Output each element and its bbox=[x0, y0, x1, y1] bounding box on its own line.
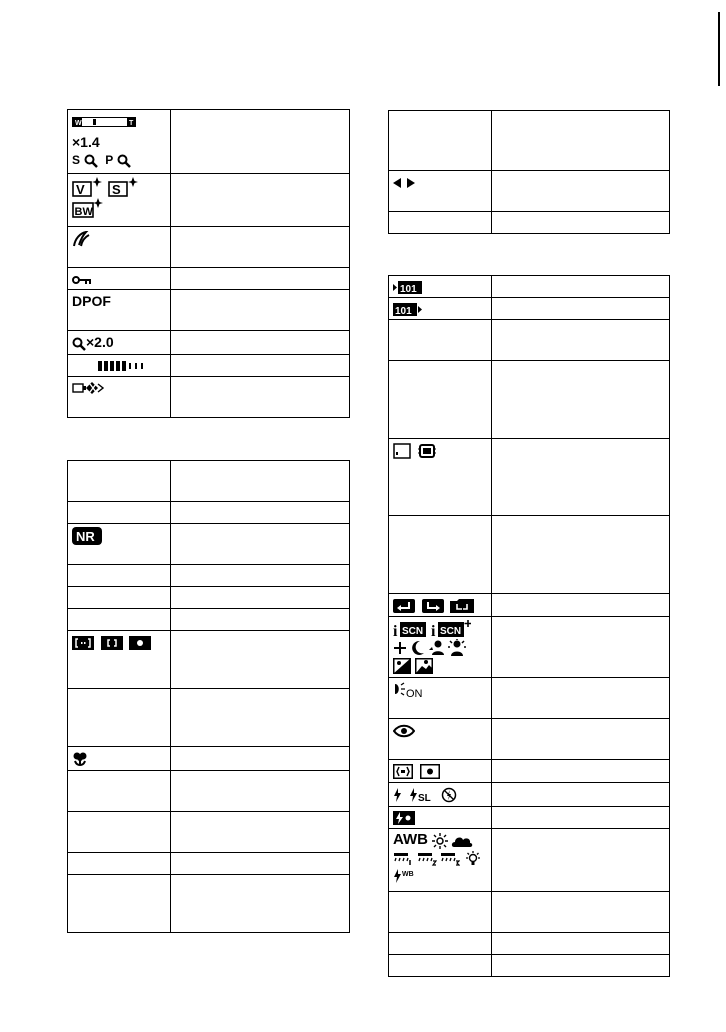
table-row bbox=[389, 829, 670, 892]
description-cell bbox=[171, 874, 350, 932]
description-cell bbox=[171, 689, 350, 747]
color-mode-icons bbox=[72, 177, 166, 197]
icon-cell bbox=[68, 852, 171, 874]
table-row bbox=[389, 439, 670, 516]
svg-text:ON: ON bbox=[406, 687, 423, 698]
icon-cell bbox=[389, 439, 492, 516]
dpof-label: DPOF bbox=[72, 293, 111, 309]
backlight-icon bbox=[393, 658, 411, 674]
intelligent-scene-icon bbox=[393, 620, 427, 638]
description-cell bbox=[492, 212, 670, 234]
icon-cell bbox=[68, 461, 171, 502]
table-row bbox=[389, 320, 670, 361]
backlight-portrait-icon bbox=[448, 639, 466, 657]
magnifier-icon bbox=[84, 154, 98, 168]
icon-cell bbox=[389, 111, 492, 171]
description-cell bbox=[492, 955, 670, 977]
icon-cell bbox=[68, 689, 171, 747]
icon-cell bbox=[68, 376, 171, 417]
description-cell bbox=[171, 811, 350, 852]
svg-text:V: V bbox=[76, 182, 85, 197]
svg-text:SCN: SCN bbox=[402, 625, 424, 637]
table-row bbox=[68, 331, 350, 355]
icon-cell bbox=[389, 783, 492, 807]
fluorescent-3-icon bbox=[440, 852, 460, 866]
icon-cell bbox=[68, 174, 171, 227]
white-balance-icons-row3 bbox=[393, 868, 487, 884]
icon-cell bbox=[68, 770, 171, 811]
red-eye-icon bbox=[393, 724, 415, 738]
slow-sync-flash-icon bbox=[409, 788, 435, 802]
table-row bbox=[68, 811, 350, 852]
description-cell bbox=[171, 461, 350, 502]
icon-cell bbox=[389, 516, 492, 594]
icon-cell bbox=[389, 806, 492, 829]
table-row bbox=[389, 892, 670, 933]
table-row bbox=[68, 587, 350, 609]
icon-cell bbox=[68, 565, 171, 587]
description-cell bbox=[171, 290, 350, 331]
folder-number-icon bbox=[393, 281, 423, 294]
spot-af-icon bbox=[129, 636, 151, 650]
description-cell bbox=[492, 320, 670, 361]
white-balance-icons-row2 bbox=[393, 850, 487, 867]
table-row bbox=[389, 111, 670, 171]
memory-card-icon bbox=[393, 443, 411, 459]
description-cell bbox=[492, 439, 670, 516]
sepia-mode-icon bbox=[108, 177, 140, 197]
description-cell bbox=[492, 594, 670, 617]
description-cell bbox=[492, 111, 670, 171]
night-moon-icon bbox=[411, 640, 425, 656]
table-row bbox=[68, 689, 350, 747]
svg-text:W: W bbox=[75, 119, 82, 127]
svg-text:BW: BW bbox=[74, 206, 93, 218]
table-row bbox=[389, 171, 670, 212]
page-edge-line bbox=[718, 12, 720, 86]
description-cell bbox=[171, 524, 350, 565]
table-row bbox=[389, 516, 670, 594]
magnifier-icon bbox=[72, 337, 86, 351]
table-row bbox=[68, 874, 350, 932]
icon-cell bbox=[389, 276, 492, 298]
table-row bbox=[389, 933, 670, 955]
icon-cell bbox=[389, 361, 492, 439]
table-row bbox=[389, 806, 670, 829]
macro-flower-icon bbox=[72, 751, 88, 767]
icon-cell bbox=[68, 631, 171, 689]
description-cell bbox=[171, 110, 350, 174]
icon-cell bbox=[389, 616, 492, 678]
plus-icon bbox=[393, 641, 407, 655]
svg-text:i: i bbox=[393, 622, 398, 638]
table-row bbox=[68, 770, 350, 811]
icon-cell bbox=[389, 719, 492, 760]
description-cell bbox=[492, 516, 670, 594]
svg-text:101: 101 bbox=[395, 306, 412, 317]
right-icon-table-1 bbox=[388, 110, 670, 234]
svg-text:SCN: SCN bbox=[439, 625, 461, 637]
fluorescent-1-icon bbox=[393, 852, 413, 866]
table-row bbox=[389, 212, 670, 234]
smart-precision-zoom bbox=[72, 152, 166, 168]
description-cell bbox=[492, 806, 670, 829]
icon-cell bbox=[68, 290, 171, 331]
icon-cell bbox=[68, 747, 171, 771]
svg-text:S: S bbox=[111, 182, 121, 197]
folder-arrows-icon bbox=[450, 599, 474, 613]
table-row bbox=[389, 678, 670, 719]
table-row bbox=[389, 955, 670, 977]
description-cell bbox=[171, 609, 350, 631]
icon-cell bbox=[68, 110, 171, 174]
svg-text:NR: NR bbox=[76, 529, 95, 544]
description-cell bbox=[492, 171, 670, 212]
svg-text:WB: WB bbox=[402, 871, 414, 879]
folder-number-icon bbox=[393, 303, 423, 316]
description-cell bbox=[492, 829, 670, 892]
awb-label: AWB bbox=[393, 831, 428, 849]
incandescent-icon bbox=[464, 851, 482, 867]
description-cell bbox=[171, 565, 350, 587]
forward-arrow-icon bbox=[422, 599, 444, 613]
table-row bbox=[68, 354, 350, 376]
icon-cell bbox=[389, 933, 492, 955]
description-cell bbox=[492, 760, 670, 783]
zoom-value: ×1.4 bbox=[72, 134, 100, 150]
af-illuminator-icon bbox=[393, 682, 427, 698]
cloudy-icon bbox=[451, 834, 473, 848]
svg-text:i: i bbox=[430, 622, 436, 638]
description-cell bbox=[492, 933, 670, 955]
description-cell bbox=[171, 174, 350, 227]
icon-cell bbox=[389, 678, 492, 719]
description-cell bbox=[171, 268, 350, 290]
playback-zoom-value: ×2.0 bbox=[86, 334, 114, 350]
flash-wb-icon bbox=[393, 869, 419, 883]
description-cell bbox=[492, 298, 670, 320]
icon-cell bbox=[68, 227, 171, 268]
multi-af-icon bbox=[72, 636, 94, 650]
icon-cell bbox=[68, 502, 171, 524]
table-row bbox=[68, 227, 350, 268]
table-row bbox=[68, 631, 350, 689]
table-row bbox=[389, 760, 670, 783]
table-row bbox=[68, 376, 350, 417]
icon-cell bbox=[389, 955, 492, 977]
description-cell bbox=[171, 852, 350, 874]
description-cell bbox=[171, 747, 350, 771]
icon-cell bbox=[389, 171, 492, 212]
internal-memory-icon bbox=[418, 443, 436, 459]
svg-text:SL: SL bbox=[417, 792, 431, 802]
table-row bbox=[389, 616, 670, 678]
left-icon-table-1 bbox=[67, 109, 350, 418]
icon-cell bbox=[68, 587, 171, 609]
table-row bbox=[68, 110, 350, 174]
description-cell bbox=[492, 892, 670, 933]
table-row bbox=[389, 783, 670, 807]
table-row bbox=[68, 290, 350, 331]
level-bar-icon bbox=[98, 361, 146, 371]
table-row bbox=[389, 276, 670, 298]
scene-type-icons-row2 bbox=[393, 658, 487, 675]
table-row bbox=[68, 461, 350, 502]
flash-off-icon bbox=[441, 787, 457, 803]
description-cell bbox=[492, 276, 670, 298]
center-af-icon bbox=[101, 636, 123, 650]
icon-cell bbox=[389, 298, 492, 320]
return-arrow-icon bbox=[393, 599, 415, 613]
feather-icon bbox=[72, 231, 90, 247]
right-icon-table-2 bbox=[388, 275, 670, 977]
precision-zoom-label: P bbox=[105, 153, 114, 167]
svg-text:101: 101 bbox=[400, 284, 417, 295]
icon-cell bbox=[68, 354, 171, 376]
description-cell bbox=[492, 719, 670, 760]
description-cell bbox=[171, 631, 350, 689]
multi-metering-icon bbox=[393, 764, 413, 779]
table-row bbox=[68, 268, 350, 290]
description-cell bbox=[492, 616, 670, 678]
magnifier-icon bbox=[117, 154, 131, 168]
icon-cell bbox=[389, 594, 492, 617]
description-cell bbox=[492, 678, 670, 719]
printer-connection-icon bbox=[72, 380, 104, 396]
scene-type-icons bbox=[393, 639, 487, 657]
description-cell bbox=[492, 361, 670, 439]
table-row bbox=[68, 502, 350, 524]
table-row bbox=[68, 524, 350, 565]
smart-zoom-label: S bbox=[72, 153, 81, 167]
key-icon bbox=[72, 275, 92, 285]
zoom-scale-icon bbox=[72, 117, 136, 127]
noise-reduction-icon bbox=[72, 527, 102, 545]
white-balance-icons-row1 bbox=[393, 832, 487, 849]
landscape-backlight-icon bbox=[415, 658, 433, 674]
description-cell bbox=[171, 770, 350, 811]
table-row bbox=[68, 747, 350, 771]
icon-cell bbox=[389, 829, 492, 892]
flash-charging-icon bbox=[393, 811, 415, 825]
icon-cell bbox=[389, 760, 492, 783]
description-cell bbox=[171, 331, 350, 355]
description-cell bbox=[492, 783, 670, 807]
spot-metering-icon bbox=[420, 764, 440, 779]
icon-cell bbox=[68, 331, 171, 355]
scene-recognition-icons bbox=[393, 620, 487, 638]
portrait-icon bbox=[428, 640, 444, 656]
icon-cell bbox=[68, 524, 171, 565]
description-cell bbox=[171, 227, 350, 268]
icon-cell bbox=[68, 874, 171, 932]
table-row bbox=[68, 852, 350, 874]
daylight-icon bbox=[432, 833, 448, 849]
bw-mode-icon bbox=[72, 198, 104, 218]
icon-cell bbox=[389, 892, 492, 933]
table-row bbox=[389, 719, 670, 760]
left-icon-table-2 bbox=[67, 460, 350, 933]
table-row bbox=[68, 609, 350, 631]
description-cell bbox=[171, 502, 350, 524]
svg-text:T: T bbox=[129, 119, 134, 127]
intelligent-scene-plus-icon bbox=[431, 620, 471, 638]
icon-cell bbox=[68, 268, 171, 290]
table-row bbox=[389, 594, 670, 617]
fluorescent-2-icon bbox=[417, 852, 437, 866]
left-right-arrows-icon bbox=[393, 178, 415, 188]
icon-cell bbox=[389, 212, 492, 234]
icon-cell bbox=[68, 609, 171, 631]
table-row bbox=[68, 174, 350, 227]
table-row bbox=[389, 298, 670, 320]
description-cell bbox=[171, 354, 350, 376]
description-cell bbox=[171, 376, 350, 417]
table-row bbox=[389, 361, 670, 439]
vivid-mode-icon bbox=[72, 177, 104, 197]
icon-cell bbox=[389, 320, 492, 361]
description-cell bbox=[171, 587, 350, 609]
table-row bbox=[68, 565, 350, 587]
icon-cell bbox=[68, 811, 171, 852]
flash-icon bbox=[393, 788, 402, 802]
